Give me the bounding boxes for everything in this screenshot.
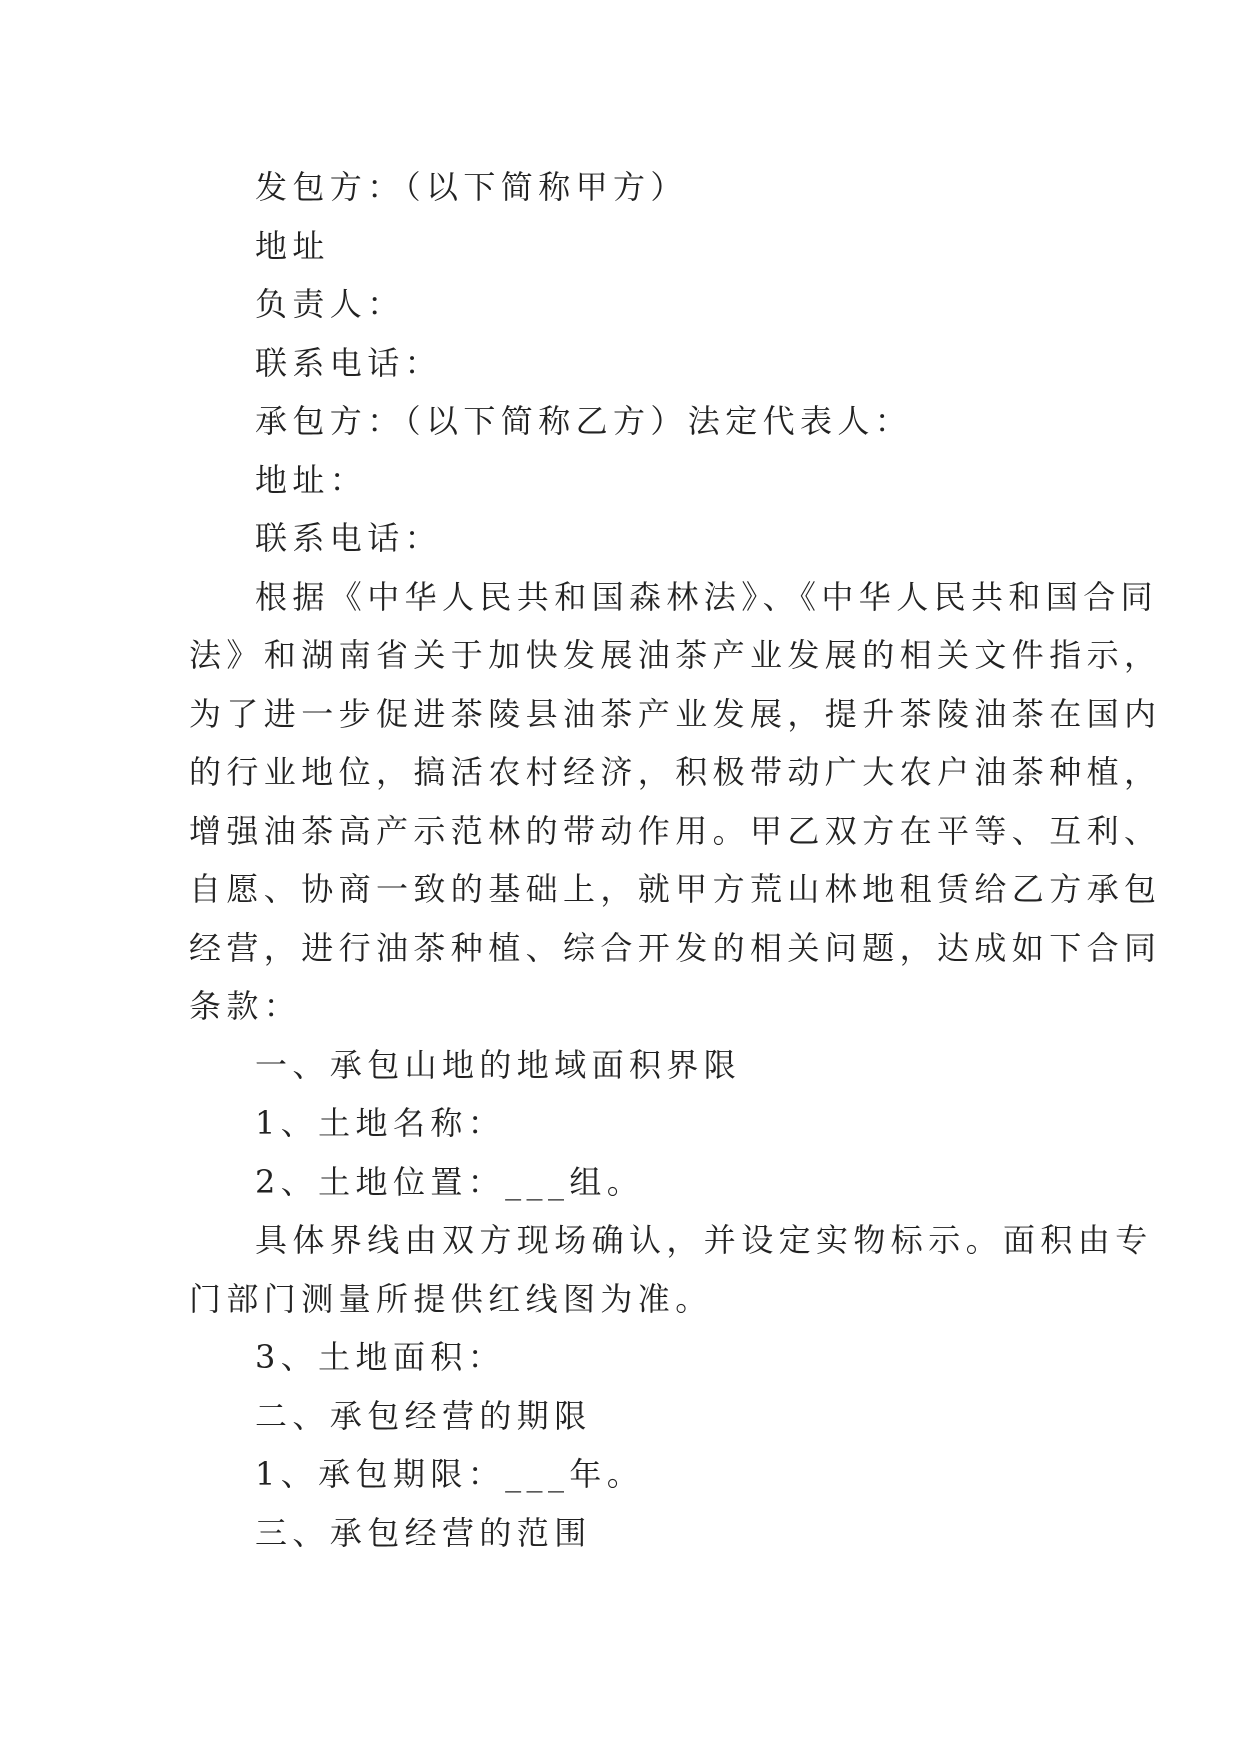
- preamble-line: 经营，进行油茶种植、综合开发的相关问题，达成如下合同: [189, 928, 1162, 967]
- land-location-item: 2、土地位置：___组。: [255, 1162, 645, 1201]
- party-b-phone: 联系电话：: [255, 519, 443, 557]
- party-a-address: 地址: [255, 226, 330, 265]
- preamble-paragraph: [189, 568, 1162, 1036]
- party-b-address: 地址：: [255, 460, 368, 499]
- preamble-line: 的行业地位，搞活农村经济，积极带动广大农户油茶种植，: [189, 753, 1162, 791]
- land-name-item: 1、土地名称：: [255, 1104, 506, 1142]
- land-area-item: 3、土地面积：: [255, 1338, 506, 1376]
- preamble-line: 条款：: [189, 987, 302, 1025]
- party-a-responsible-person: 负责人：: [255, 285, 405, 323]
- section-3-heading: 三、承包经营的范围: [255, 1513, 592, 1552]
- boundary-paragraph: [189, 1211, 1153, 1328]
- section-2-heading: 二、承包经营的期限: [255, 1396, 592, 1435]
- preamble-line: 增强油茶高产示范林的带动作用。甲乙双方在平等、互利、: [189, 811, 1162, 850]
- document-body: [189, 158, 1162, 1562]
- section-1-heading: 一、承包山地的地域面积界限: [255, 1045, 742, 1084]
- party-b-label: 承包方：（以下简称乙方）法定代表人：: [255, 402, 913, 440]
- preamble-line: 根据《中华人民共和国森林法》、《中华人民共和国合同: [255, 577, 1159, 616]
- preamble-line: 为了进一步促进茶陵县油茶产业发展，提升茶陵油茶在国内: [189, 694, 1162, 733]
- boundary-line: 门部门测量所提供红线图为准。: [189, 1279, 713, 1318]
- preamble-line: 自愿、协商一致的基础上，就甲方荒山林地租赁给乙方承包: [189, 870, 1162, 908]
- preamble-line: 法》和湖南省关于加快发展油茶产业发展的相关文件指示，: [189, 636, 1162, 674]
- party-a-label: 发包方：（以下简称甲方）: [255, 168, 688, 206]
- boundary-line: 具体界线由双方现场确认，并设定实物标示。面积由专: [255, 1221, 1153, 1259]
- party-a-phone: 联系电话：: [255, 343, 443, 382]
- contract-term-item: 1、承包期限：___年。: [255, 1455, 645, 1493]
